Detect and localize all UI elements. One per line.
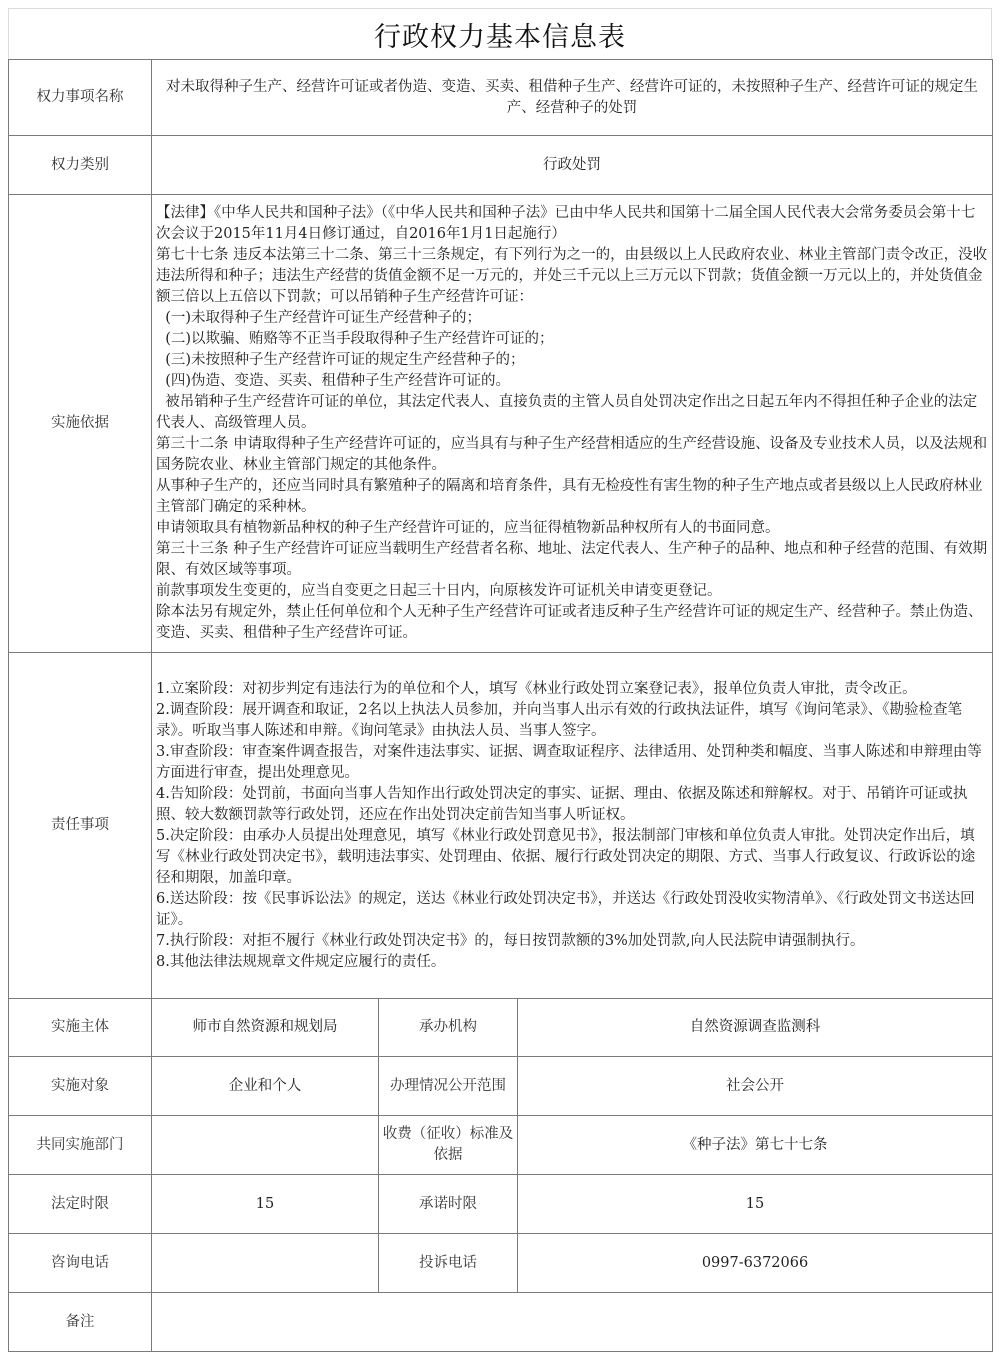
responsibility-item: 2.调查阶段：展开调查和取证，2名以上执法人员参加，并向当事人出示有效的行政执法证件，填写《询问笔录》、《勘验检查笔录》。听取当事人陈述和申辩。《询问笔录》由执法人员、当事人签字。: [156, 701, 963, 739]
consult-phone-label: 咨询电话: [9, 1234, 152, 1293]
handling-agency-label: 承办机构: [379, 999, 518, 1057]
complaint-phone-value: 0997-6372066: [518, 1234, 993, 1293]
power-category-value: 行政处罚: [152, 136, 993, 195]
joint-department-value: [152, 1116, 379, 1175]
implementing-body-value: 师市自然资源和规划局: [152, 999, 379, 1057]
fee-basis-value: 《种子法》第七十七条: [518, 1116, 993, 1175]
row-phone: [9, 1234, 993, 1293]
consult-phone-value: [152, 1234, 379, 1293]
basis-paragraph: 前款事项发生变更的，应当自变更之日起三十日内，向原核发许可证机关申请变更登记。: [156, 583, 722, 599]
title-box: [8, 8, 992, 59]
page-title: 行政权力基本信息表: [374, 21, 626, 53]
power-name-label: 权力事项名称: [9, 60, 152, 136]
responsibility-item: 7.执行阶段：对拒不履行《林业行政处罚决定书》的，每日按罚款额的3%加处罚款,向人民法院申请强制执行。: [156, 932, 865, 949]
basis-paragraph: 被吊销种子生产经营许可证的单位，其法定代表人、直接负责的主管人员自处罚决定作出之日起五年内不得担任种子企业的法定代表人、高级管理人员。: [156, 394, 978, 431]
fee-basis-label: 收费（征收）标准及依据: [379, 1116, 518, 1175]
implementing-body-label: 实施主体: [9, 999, 152, 1057]
basis-paragraph: 【法律】《中华人民共和国种子法》（《中华人民共和国种子法》已由中华人民共和国第十二届全国人民代表大会常务委员会第十七次会议于2015年11月4日修订通过，自2016年1月1日起施行）: [156, 205, 976, 242]
power-category-label: 权力类别: [9, 136, 152, 195]
basis-label: 实施依据: [9, 195, 152, 653]
row-power-category: [9, 136, 993, 195]
responsibility-item: 6.送达阶段：按《民事诉讼法》的规定，送达《林业行政处罚决定书》，并送达《行政处罚没收实物清单》、《行政处罚文书送达回证》。: [156, 890, 975, 928]
target-label: 实施对象: [9, 1057, 152, 1116]
row-responsibilities: [9, 653, 993, 999]
remarks-value: [152, 1293, 993, 1352]
disclosure-scope-label: 办理情况公开范围: [379, 1057, 518, 1116]
row-basis: [9, 195, 993, 653]
responsibilities-content: [152, 653, 993, 999]
handling-agency-value: 自然资源调查监测科: [518, 999, 993, 1057]
basis-paragraph: (一)未取得种子生产经营许可证生产经营种子的；: [156, 310, 482, 326]
row-time-limit: [9, 1175, 993, 1234]
basis-paragraph: (四)伪造、变造、买卖、租借种子生产经营许可证的。: [156, 373, 511, 389]
responsibilities-label: 责任事项: [9, 653, 152, 999]
row-remarks: [9, 1293, 993, 1352]
row-power-name: [9, 60, 993, 136]
basis-paragraph: 从事种子生产的，还应当同时具有繁殖种子的隔离和培育条件，具有无检疫性有害生物的种子生产地点或者县级以上人民政府林业主管部门确定的采种林。: [156, 478, 983, 515]
basis-paragraph: 申请领取具有植物新品种权的种子生产经营许可证的，应当征得植物新品种权所有人的书面同意。: [156, 520, 780, 536]
basis-paragraph: 第七十七条 违反本法第三十二条、第三十三条规定，有下列行为之一的，由县级以上人民政府农业、林业主管部门责令改正，没收违法所得和种子；违法生产经营的货值金额不足一万元的，并处三千元以上三万元以下罚款；货值金额一万元以上的，并处货值金额三倍以上五倍以下罚款；可以吊销种子生产经营许可证：: [156, 247, 988, 305]
disclosure-scope-value: 社会公开: [518, 1057, 993, 1116]
promised-time-limit-value: 15: [518, 1175, 993, 1234]
basis-paragraph: 除本法另有规定外，禁止任何单位和个人无种子生产经营许可证或者违反种子生产经营许可证的规定生产、经营种子。禁止伪造、变造、买卖、租借种子生产经营许可证。: [156, 604, 983, 641]
responsibility-item: 5.决定阶段：由承办人员提出处理意见，填写《林业行政处罚意见书》，报法制部门审核和单位负责人审批。处罚决定作出后，填写《林业行政处罚决定书》，载明违法事实、处罚理由、依据、履行行政处罚决定的期限、方式、当事人行政复议、行政诉讼的途径和期限，加盖印章。: [156, 827, 976, 886]
row-target: [9, 1057, 993, 1116]
info-table: [8, 59, 993, 1352]
responsibility-item: 4.告知阶段：处罚前，书面向当事人告知作出行政处罚决定的事实、证据、理由、依据及陈述和辩解权。对于、吊销许可证或执照、较大数额罚款等行政处罚，还应在作出处罚决定前告知当事人听证权。: [156, 785, 968, 823]
target-value: 企业和个人: [152, 1057, 379, 1116]
basis-paragraph: 第三十二条 申请取得种子生产经营许可证的，应当具有与种子生产经营相适应的生产经营设施、设备及专业技术人员，以及法规和国务院农业、林业主管部门规定的其他条件。: [156, 436, 988, 473]
basis-paragraph: (三)未按照种子生产经营许可证的规定生产经营种子的；: [156, 352, 525, 368]
row-implementing-body: [9, 999, 993, 1057]
responsibility-item: 1.立案阶段：对初步判定有违法行为的单位和个人，填写《林业行政处罚立案登记表》，报单位负责人审批，责令改正。: [156, 680, 917, 697]
basis-paragraph: 第三十三条 种子生产经营许可证应当载明生产经营者名称、地址、法定代表人、生产种子的品种、地点和种子经营的范围、有效期限、有效区域等事项。: [156, 541, 988, 578]
basis-content: [152, 195, 993, 653]
basis-paragraph: (二)以欺骗、贿赂等不正当手段取得种子生产经营许可证的；: [156, 331, 554, 347]
responsibility-item: 3.审查阶段：审查案件调查报告，对案件违法事实、证据、调查取证程序、法律适用、处罚种类和幅度、当事人陈述和申辩理由等方面进行审查，提出处理意见。: [156, 743, 982, 781]
power-name-value: 对未取得种子生产、经营许可证或者伪造、变造、买卖、租借种子生产、经营许可证的，未按照种子生产、经营许可证的规定生产、经营种子的处罚: [152, 60, 993, 136]
complaint-phone-label: 投诉电话: [379, 1234, 518, 1293]
responsibility-item: 8.其他法律法规规章文件规定应履行的责任。: [156, 953, 446, 970]
promised-time-limit-label: 承诺时限: [379, 1175, 518, 1234]
legal-time-limit-label: 法定时限: [9, 1175, 152, 1234]
joint-department-label: 共同实施部门: [9, 1116, 152, 1175]
remarks-label: 备注: [9, 1293, 152, 1352]
row-joint-department: [9, 1116, 993, 1175]
legal-time-limit-value: 15: [152, 1175, 379, 1234]
